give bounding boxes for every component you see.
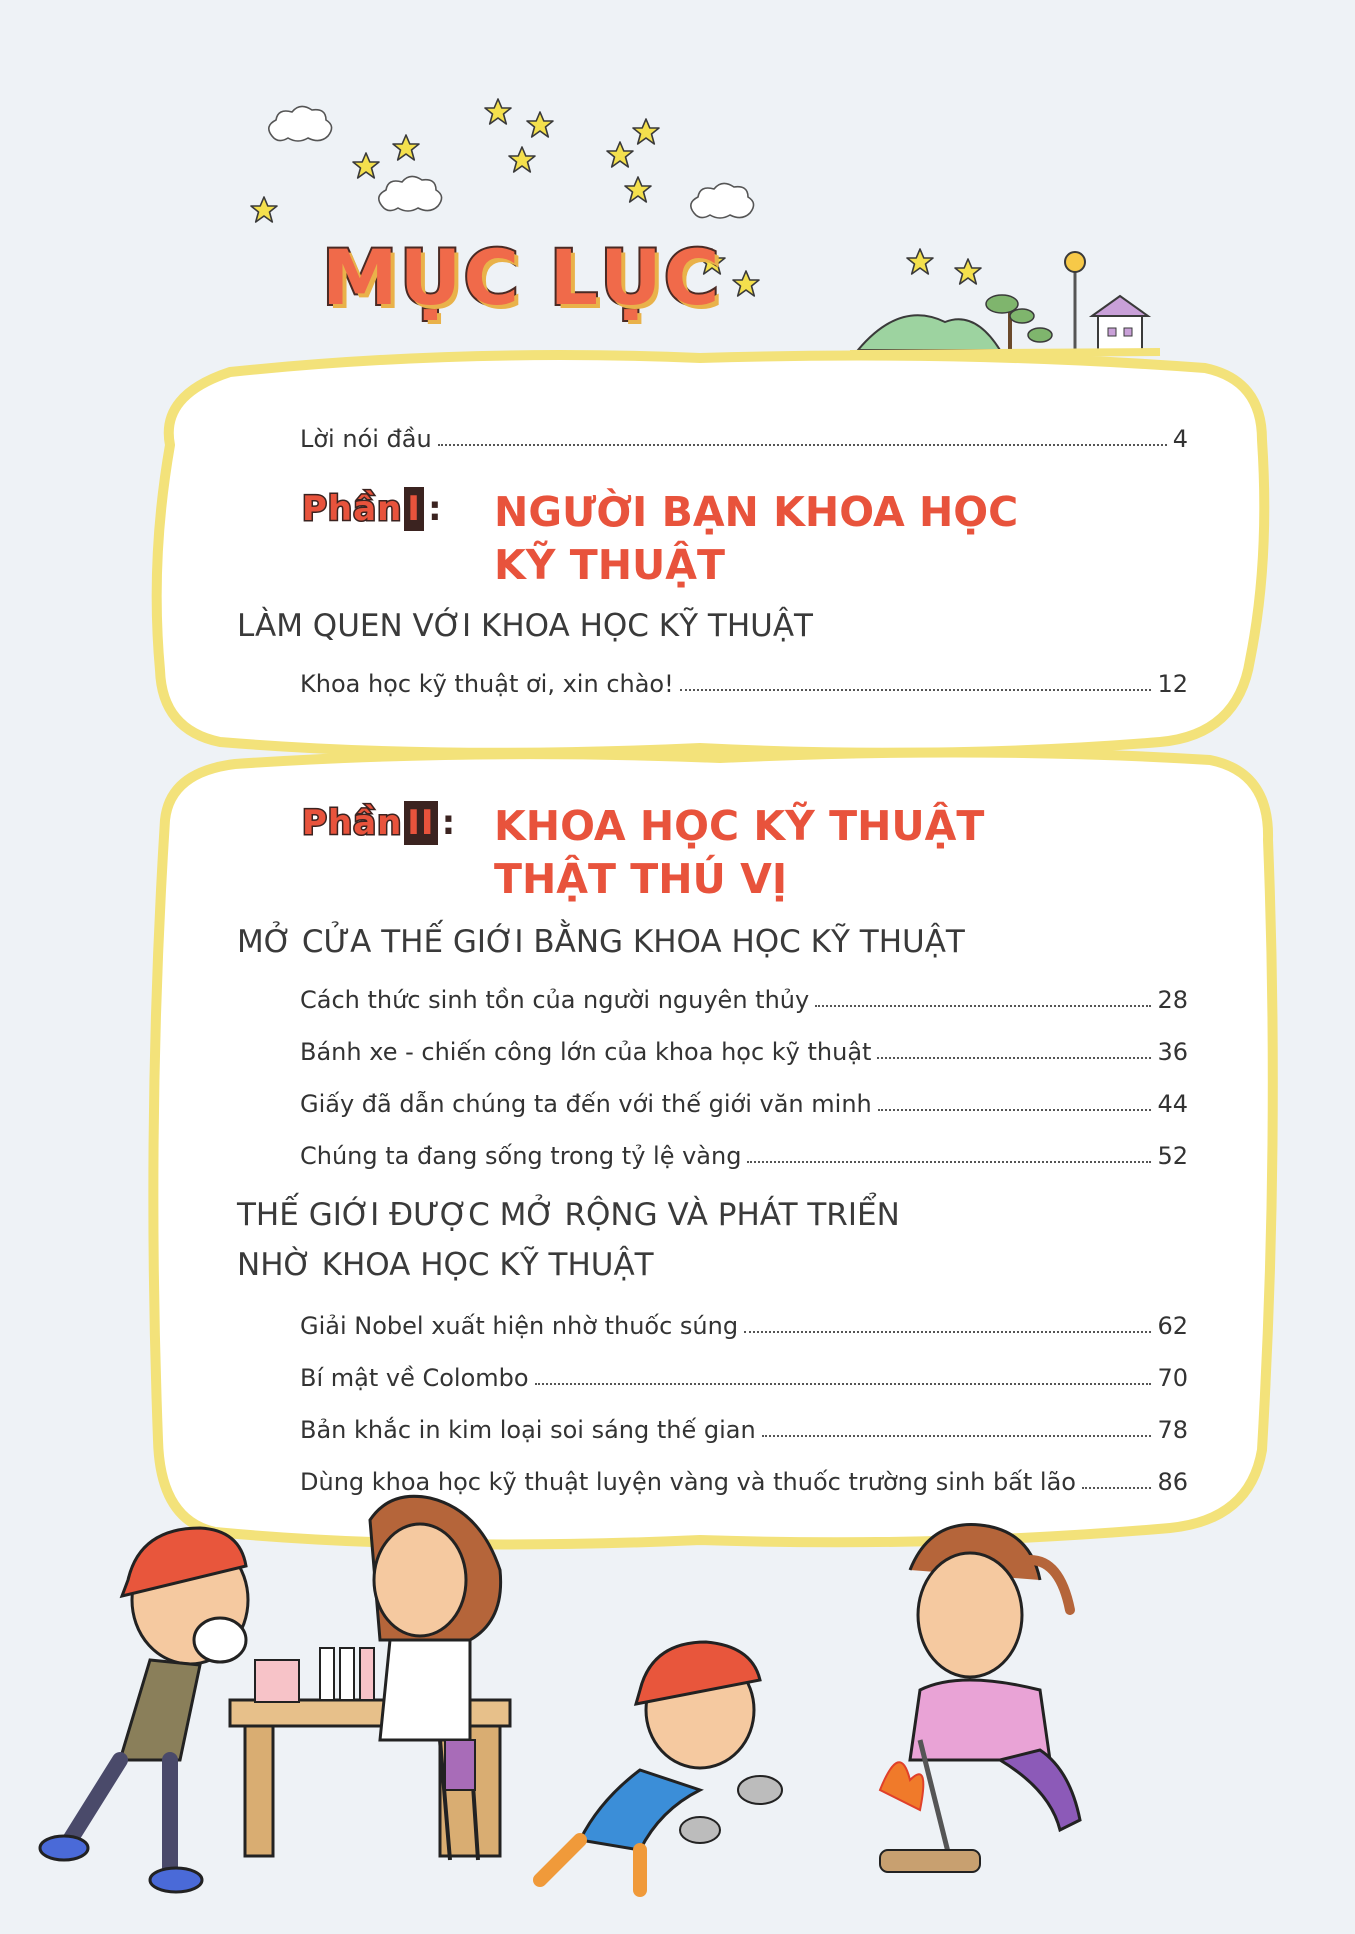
dot-leader [762, 1435, 1152, 1437]
section-heading-line: NHỜ KHOA HỌC KỸ THUẬT [237, 1247, 654, 1283]
lamp-post-icon [1065, 252, 1085, 352]
cloud-icon [691, 183, 754, 218]
dot-leader [535, 1383, 1152, 1385]
boy-illustration-middle [540, 1642, 782, 1890]
toc-entry-label: Dùng khoa học kỹ thuật luyện vàng và thuốc trường sinh bất lão [300, 1468, 1076, 1496]
star-icon [633, 119, 659, 144]
dot-leader [877, 1057, 1151, 1059]
toc-entry-page: 78 [1157, 1416, 1188, 1444]
star-icon [509, 147, 535, 172]
toc-entry[interactable] [300, 1358, 1188, 1392]
part-badge-colon: : [427, 489, 443, 529]
toc-entry-label: Giấy đã dẫn chúng ta đến với thế giới văn minh [300, 1090, 872, 1118]
part-title-line: THẬT THÚ VỊ [494, 855, 788, 903]
toc-entry-page: 52 [1157, 1142, 1188, 1170]
part-title-line: KHOA HỌC KỸ THUẬT [494, 802, 985, 850]
toc-entry-page: 86 [1157, 1468, 1188, 1496]
star-icon [485, 99, 511, 124]
page-title: MỤC LỤC [322, 233, 722, 322]
boy-illustration-left [40, 1528, 248, 1892]
toc-entry-intro[interactable] [300, 419, 1188, 453]
toc-entry[interactable] [300, 1084, 1188, 1118]
part-title-line: NGƯỜI BẠN KHOA HỌC [494, 488, 1019, 536]
dot-leader [1082, 1487, 1151, 1489]
cloud-icon [379, 176, 442, 211]
part-badge-word: Phần [302, 489, 403, 529]
toc-entry[interactable] [300, 1306, 1188, 1340]
star-icon [907, 249, 933, 274]
part-1-badge [302, 487, 443, 531]
dot-leader [815, 1005, 1151, 1007]
section-heading [237, 601, 1117, 651]
toc-entry[interactable] [300, 1462, 1188, 1496]
toc-entry-page: 12 [1157, 670, 1188, 698]
star-icon [251, 197, 277, 222]
cloud-icon [269, 106, 332, 141]
toc-entry-label: Bí mật về Colombo [300, 1364, 529, 1392]
toc-entry-page: 28 [1157, 986, 1188, 1014]
house-icon [1092, 296, 1148, 354]
part-2-title [494, 800, 1054, 906]
part-badge-word: Phần [302, 803, 403, 843]
star-icon [733, 271, 759, 296]
star-icon [625, 177, 651, 202]
part-1-title [494, 486, 1054, 592]
section-heading-line: THẾ GIỚI ĐƯỢC MỞ RỘNG VÀ PHÁT TRIỂN [237, 1197, 900, 1233]
part-badge-number: II [404, 801, 437, 845]
toc-entry[interactable] [300, 1136, 1188, 1170]
dot-leader [680, 689, 1152, 691]
part-2-badge [302, 801, 456, 845]
toc-entry-label: Chúng ta đang sống trong tỷ lệ vàng [300, 1142, 742, 1170]
star-icon [393, 135, 419, 160]
star-icon [607, 142, 633, 167]
section-heading-line: LÀM QUEN VỚI KHOA HỌC KỸ THUẬT [237, 608, 813, 644]
star-icon [955, 259, 981, 284]
girl-illustration-right [880, 1525, 1080, 1872]
toc-entry-label: Khoa học kỹ thuật ơi, xin chào! [300, 670, 674, 698]
toc-entry-page: 4 [1172, 425, 1188, 453]
star-icon [353, 153, 379, 178]
toc-entry-page: 36 [1157, 1038, 1188, 1066]
toc-entry[interactable] [300, 980, 1188, 1014]
dot-leader [438, 444, 1167, 446]
toc-entry-page: 62 [1157, 1312, 1188, 1340]
toc-entry[interactable] [300, 1032, 1188, 1066]
hill-icon [858, 315, 1000, 350]
toc-entry-label: Bánh xe - chiến công lớn của khoa học kỹ thuật [300, 1038, 872, 1066]
section-heading [237, 917, 1117, 967]
toc-entry-label: Cách thức sinh tồn của người nguyên thủy [300, 986, 810, 1014]
dot-leader [747, 1161, 1151, 1163]
section-heading-line: MỞ CỬA THẾ GIỚI BẰNG KHOA HỌC KỸ THUẬT [237, 924, 965, 960]
toc-entry-page: 70 [1157, 1364, 1188, 1392]
toc-entry-label: Lời nói đầu [300, 425, 432, 453]
toc-entry-label: Bản khắc in kim loại soi sáng thế gian [300, 1416, 756, 1444]
part-badge-colon: : [441, 803, 457, 843]
dot-leader [878, 1109, 1152, 1111]
toc-entry[interactable] [300, 1410, 1188, 1444]
part-title-line: KỸ THUẬT [494, 541, 726, 589]
part-badge-number: I [404, 487, 424, 531]
star-icon [527, 112, 553, 137]
toc-entry-label: Giải Nobel xuất hiện nhờ thuốc súng [300, 1312, 739, 1340]
dot-leader [744, 1331, 1151, 1333]
toc-entry-page: 44 [1157, 1090, 1188, 1118]
toc-entry[interactable] [300, 664, 1188, 698]
section-heading [237, 1190, 1117, 1290]
